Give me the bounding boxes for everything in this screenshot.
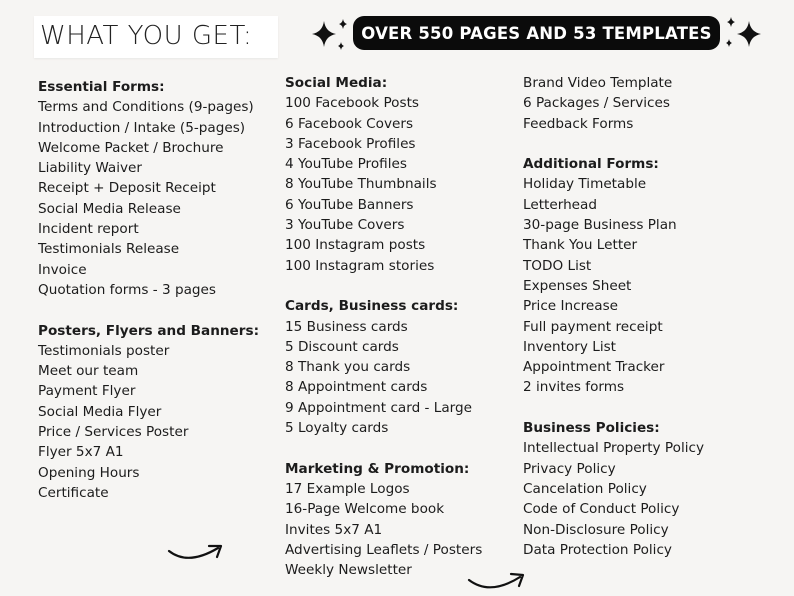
list-item: 100 Facebook Posts — [285, 95, 419, 112]
list-item: Incident report — [38, 221, 139, 238]
list-item: Weekly Newsletter — [285, 562, 412, 579]
page-title: WHAT YOU GET: — [40, 21, 253, 51]
list-item: Terms and Conditions (9-pages) — [38, 99, 254, 116]
list-item: 100 Instagram posts — [285, 237, 426, 254]
list-item: Thank You Letter — [523, 237, 638, 254]
list-item: Invites 5x7 A1 — [285, 521, 383, 538]
list-item: Introduction / Intake (5-pages) — [38, 119, 246, 136]
list-item: 8 Thank you cards — [285, 359, 411, 376]
list-item: 100 Instagram stories — [285, 257, 435, 274]
list-item: Certificate — [38, 484, 109, 501]
list-item: 30-page Business Plan — [523, 217, 677, 234]
list-item: Appointment Tracker — [523, 359, 665, 376]
list-item: Letterhead — [523, 196, 598, 213]
list-item: Liability Waiver — [38, 160, 143, 177]
list-item: Price Increase — [523, 298, 619, 315]
list-item: 3 Facebook Profiles — [285, 135, 416, 152]
list-item: Intellectual Property Policy — [523, 440, 705, 457]
banner-text: OVER 550 PAGES AND 53 TEMPLATES — [361, 23, 712, 43]
list-item: Expenses Sheet — [523, 277, 632, 294]
list-item: 6 YouTube Banners — [285, 196, 414, 213]
list-item: Inventory List — [523, 338, 617, 355]
list-item: 16-Page Welcome book — [285, 501, 445, 518]
list-item: Non-Disclosure Policy — [523, 521, 669, 538]
list-item: Full payment receipt — [523, 318, 663, 335]
sparkle-right-icon — [722, 16, 766, 52]
list-item: 6 Facebook Covers — [285, 115, 414, 132]
section-heading: Essential Forms: — [38, 79, 165, 95]
arrow-icon — [166, 538, 228, 566]
section-heading: Business Policies: — [523, 420, 660, 437]
list-item: Social Media Release — [38, 200, 181, 217]
list-item: 6 Packages / Services — [523, 95, 670, 112]
list-item: 5 Discount cards — [285, 338, 399, 355]
list-item: Advertising Leaflets / Posters — [285, 541, 483, 558]
list-item: Quotation forms - 3 pages — [38, 281, 216, 298]
list-item: 17 Example Logos — [285, 480, 410, 497]
list-item: 15 Business cards — [285, 318, 408, 335]
section-heading: Social Media: — [285, 75, 388, 91]
pages-banner — [353, 16, 720, 50]
list-item: 3 YouTube Covers — [285, 217, 405, 234]
sparkle-left-icon — [310, 18, 352, 52]
list-item: Invoice — [38, 261, 87, 278]
list-item: 5 Loyalty cards — [285, 420, 389, 437]
arrow-icon — [466, 568, 528, 594]
section-heading: Additional Forms: — [523, 156, 659, 173]
list-item: Privacy Policy — [523, 460, 616, 477]
list-item: Meet our team — [38, 363, 139, 380]
column-1 — [38, 77, 259, 503]
list-item: Data Protection Policy — [523, 541, 672, 558]
list-item: 9 Appointment card - Large — [285, 399, 473, 416]
list-item: 4 YouTube Profiles — [285, 156, 407, 173]
list-item: Welcome Packet / Brochure — [38, 139, 224, 156]
list-item: Opening Hours — [38, 464, 140, 481]
list-item: Feedback Forms — [523, 115, 634, 132]
list-item: Flyer 5x7 A1 — [38, 444, 124, 461]
list-item: Testimonials Release — [38, 241, 180, 258]
list-item: Code of Conduct Policy — [523, 501, 680, 518]
section-heading: Marketing & Promotion: — [285, 460, 470, 477]
column-3 — [523, 73, 704, 560]
list-item: Receipt + Deposit Receipt — [38, 180, 216, 197]
list-item: TODO List — [523, 257, 592, 274]
list-item: Cancelation Policy — [523, 480, 647, 497]
list-item: Payment Flyer — [38, 383, 136, 400]
list-item: 8 YouTube Thumbnails — [285, 176, 437, 193]
list-item: 2 invites forms — [523, 379, 625, 396]
list-item: Brand Video Template — [523, 75, 673, 91]
list-item: Holiday Timetable — [523, 176, 647, 193]
list-item: 8 Appointment cards — [285, 379, 428, 396]
section-heading: Posters, Flyers and Banners: — [38, 322, 260, 339]
column-2 — [285, 73, 482, 580]
title-box — [34, 16, 278, 58]
list-item: Testimonials poster — [38, 342, 170, 359]
section-heading: Cards, Business cards: — [285, 298, 459, 315]
list-item: Social Media Flyer — [38, 403, 162, 420]
list-item: Price / Services Poster — [38, 424, 189, 441]
